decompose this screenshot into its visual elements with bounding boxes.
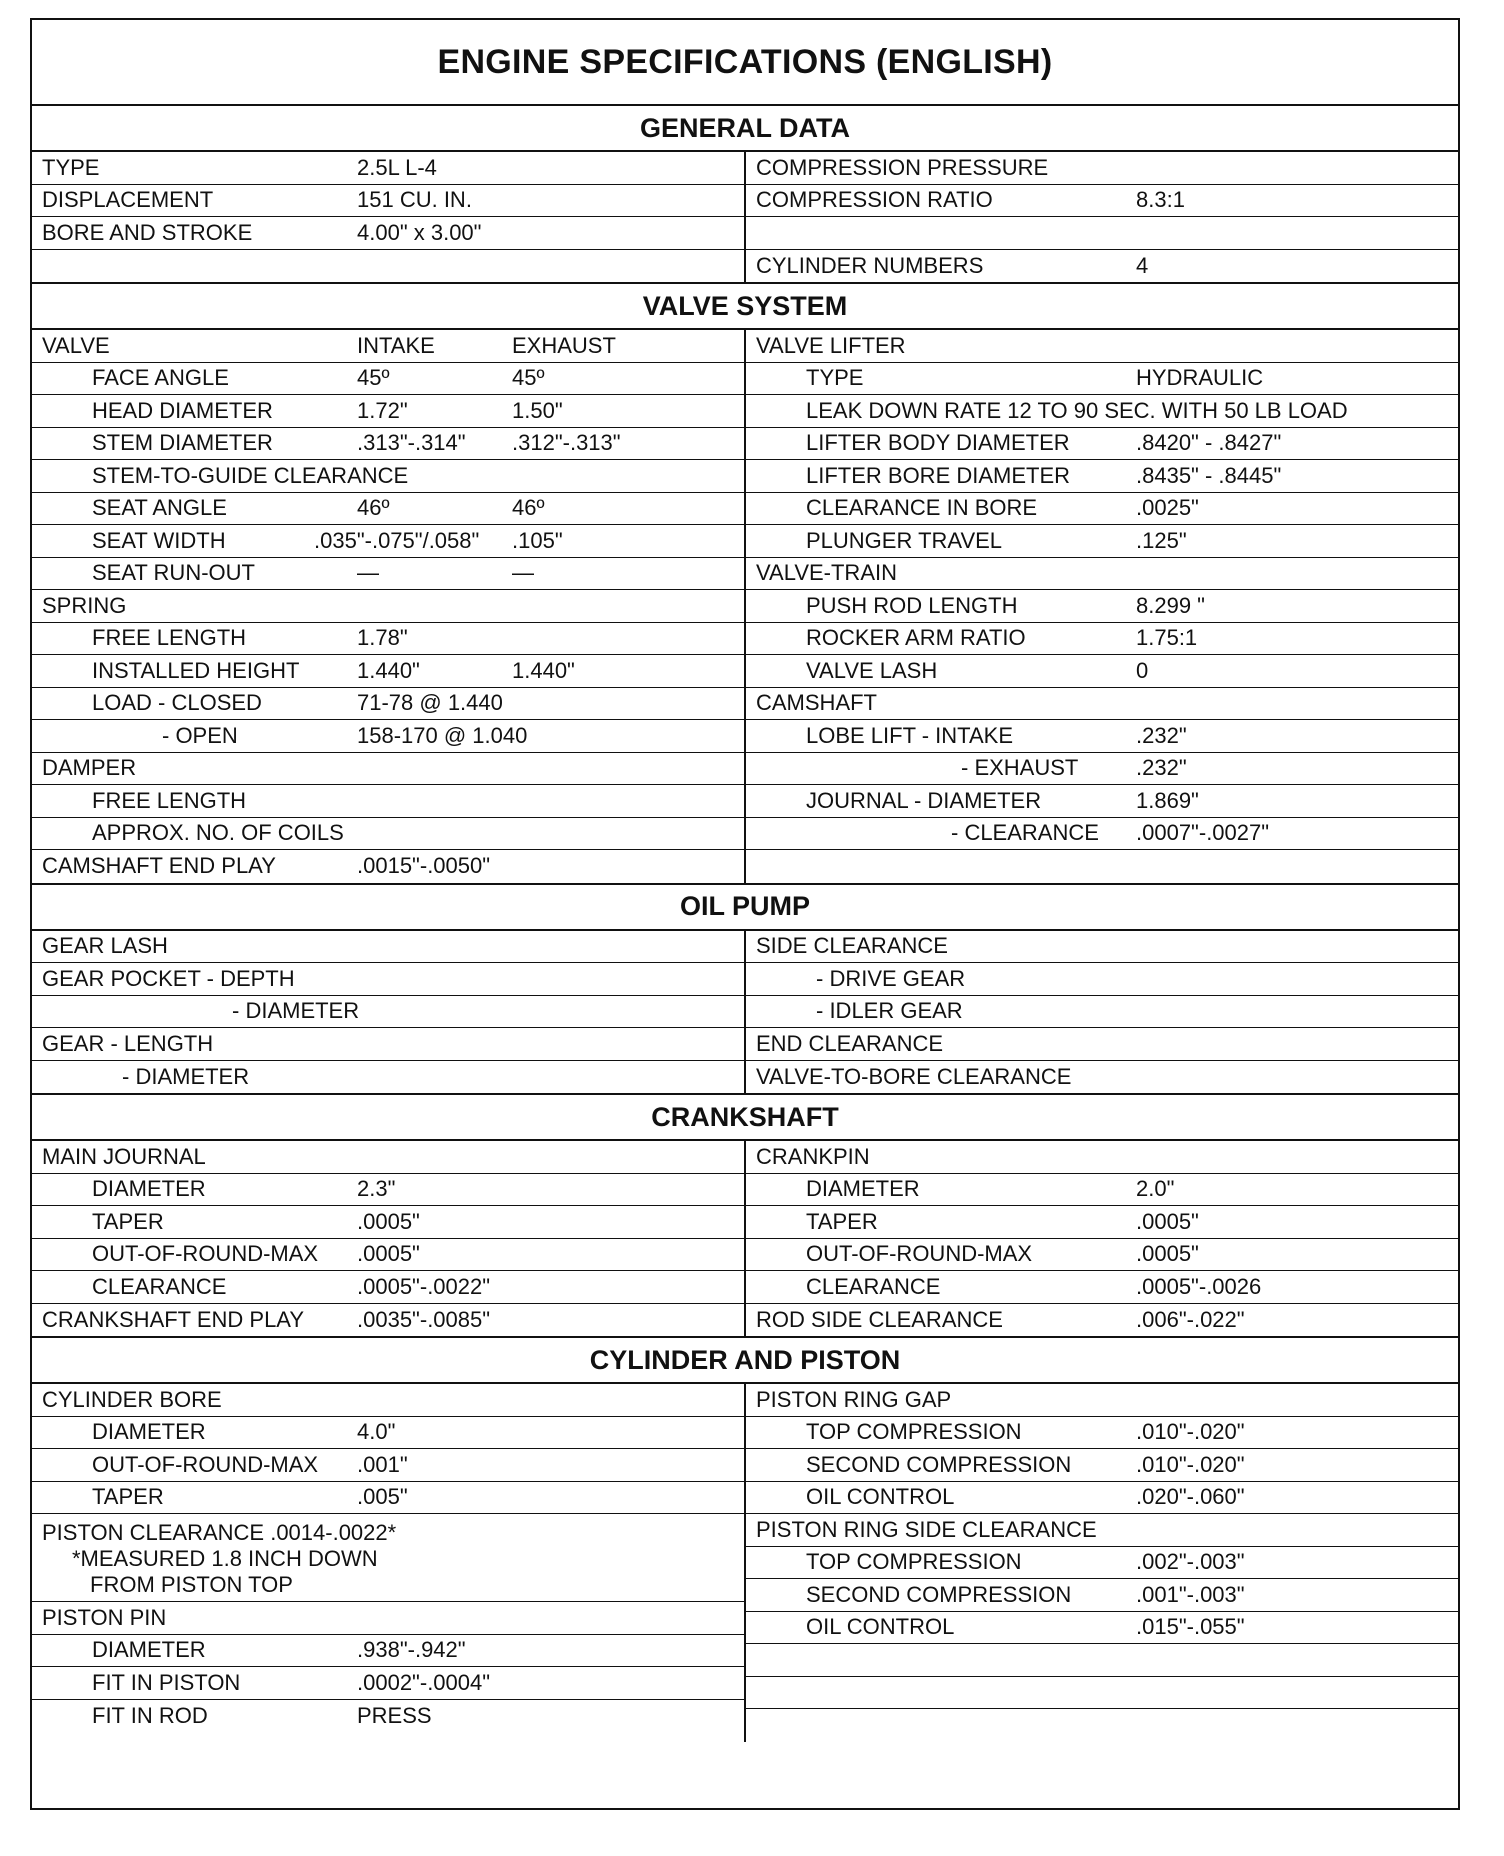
spec-row: [746, 152, 1460, 185]
spec-label: LEAK DOWN RATE 12 TO 90 SEC. WITH 50 LB LOAD: [806, 397, 1348, 423]
spec-row: [32, 1482, 744, 1515]
spec-label: PISTON RING SIDE CLEARANCE: [756, 1516, 1097, 1542]
spec-row: [32, 493, 744, 526]
spec-label: - DIAMETER: [232, 998, 360, 1024]
spec-row: [32, 152, 744, 185]
spec-row: [32, 330, 744, 363]
cyl-right-column: [746, 1384, 1460, 1742]
spec-label: INSTALLED HEIGHT: [92, 657, 300, 683]
spec-row: [32, 1700, 744, 1733]
spec-row: [32, 931, 744, 964]
spec-value: 2.5L L-4: [357, 154, 437, 180]
spec-row: [746, 623, 1460, 656]
spec-label: APPROX. NO. OF COILS: [92, 820, 344, 846]
spec-row: [746, 753, 1460, 786]
spec-label: STEM DIAMETER: [92, 430, 273, 456]
spec-label: TYPE: [806, 365, 864, 391]
section-heading-valve: VALVE SYSTEM: [32, 282, 1458, 330]
spec-row: [32, 688, 744, 721]
spec-row: [32, 1174, 744, 1207]
spec-row: [32, 850, 744, 883]
spec-value-exhaust: .105": [512, 527, 563, 553]
spec-label: SIDE CLEARANCE: [756, 933, 948, 959]
spec-label: END CLEARANCE: [756, 1030, 944, 1056]
spec-label: DIAMETER: [92, 1637, 206, 1663]
spec-row: [32, 250, 744, 283]
spec-label: SEAT RUN-OUT: [92, 560, 255, 586]
spec-label: TYPE: [42, 154, 100, 180]
spec-row: [746, 428, 1460, 461]
page-title: ENGINE SPECIFICATIONS (ENGLISH): [32, 20, 1458, 106]
spec-row: [32, 818, 744, 851]
spec-row: [32, 1141, 744, 1174]
spec-value: INTAKE: [357, 332, 435, 358]
spec-label: CLEARANCE: [92, 1273, 227, 1299]
spec-row: [32, 428, 744, 461]
spec-row: [32, 963, 744, 996]
spec-value: .0005"-.0022": [357, 1273, 491, 1299]
spec-label: SEAT ANGLE: [92, 495, 227, 521]
spec-value: .125": [1136, 527, 1187, 553]
spec-row: [746, 1206, 1460, 1239]
spec-label: TAPER: [92, 1484, 164, 1510]
spec-row: [32, 1449, 744, 1482]
spec-row: [746, 1271, 1460, 1304]
spec-value: 71-78 @ 1.440: [357, 690, 503, 716]
piston-clearance-line2: *MEASURED 1.8 INCH DOWN: [72, 1546, 378, 1571]
spec-row: [32, 1602, 744, 1635]
spec-label: TAPER: [806, 1208, 878, 1234]
spec-row: [32, 1635, 744, 1668]
valve-right-column: [746, 330, 1460, 883]
spec-value: 46º: [357, 495, 390, 521]
spec-label: ROD SIDE CLEARANCE: [756, 1306, 1003, 1332]
spec-label: CRANKPIN: [756, 1143, 870, 1169]
spec-row: [32, 525, 744, 558]
spec-label: - OPEN: [162, 722, 238, 748]
oil-right-column: [746, 931, 1460, 1094]
spec-label: SECOND COMPRESSION: [806, 1581, 1072, 1607]
spec-row: [32, 1667, 744, 1700]
spec-row: [746, 1417, 1460, 1450]
spec-label: PISTON PIN: [42, 1604, 167, 1630]
spec-row: [32, 753, 744, 786]
spec-label: VALVE LIFTER: [756, 332, 906, 358]
piston-clearance-line3: FROM PISTON TOP: [90, 1572, 293, 1597]
spec-value: .313"-.314": [357, 430, 466, 456]
spec-value: .232": [1136, 722, 1187, 748]
spec-value: HYDRAULIC: [1136, 365, 1264, 391]
spec-row: [746, 590, 1460, 623]
spec-label: VALVE-TO-BORE CLEARANCE: [756, 1063, 1072, 1089]
section-oil: [32, 931, 1458, 1094]
spec-value: .0025": [1136, 495, 1199, 521]
spec-label: COMPRESSION PRESSURE: [756, 154, 1049, 180]
spec-label: CYLINDER BORE: [42, 1386, 222, 1412]
spec-value: .006"-.022": [1136, 1306, 1245, 1332]
spec-value: 158-170 @ 1.040: [357, 722, 528, 748]
spec-row: [746, 1482, 1460, 1515]
section-heading-cyl: CYLINDER AND PISTON: [32, 1336, 1458, 1384]
spec-row: [32, 785, 744, 818]
spec-value: .002"-.003": [1136, 1549, 1245, 1575]
cyl-left-column: [32, 1384, 746, 1742]
spec-row: [746, 1644, 1460, 1677]
spec-label: CLEARANCE: [806, 1273, 941, 1299]
oil-left-column: [32, 931, 746, 1094]
spec-value: .0015"-.0050": [357, 853, 491, 879]
spec-label: CRANKSHAFT END PLAY: [42, 1306, 305, 1332]
spec-value: .0007"-.0027": [1136, 820, 1270, 846]
spec-value: .010"-.020": [1136, 1451, 1245, 1477]
spec-value: 4.00" x 3.00": [357, 219, 482, 245]
spec-label: DIAMETER: [806, 1176, 920, 1202]
spec-row: [746, 525, 1460, 558]
spec-row: [32, 460, 744, 493]
spec-label: PLUNGER TRAVEL: [806, 527, 1003, 553]
spec-label: COMPRESSION RATIO: [756, 187, 993, 213]
spec-row: [746, 493, 1460, 526]
spec-row: [746, 1612, 1460, 1645]
spec-label: CAMSHAFT: [756, 690, 877, 716]
spec-value: 4: [1136, 252, 1149, 278]
spec-row: [746, 460, 1460, 493]
spec-value: .8435" - .8445": [1136, 462, 1282, 488]
general-left-column: [32, 152, 746, 282]
spec-label: MAIN JOURNAL: [42, 1143, 206, 1169]
spec-row: [746, 785, 1460, 818]
spec-row: [746, 1709, 1460, 1742]
spec-value: .0002"-.0004": [357, 1669, 491, 1695]
spec-value: 2.0": [1136, 1176, 1175, 1202]
spec-row: [746, 1061, 1460, 1094]
spec-row: [746, 688, 1460, 721]
spec-label: OUT-OF-ROUND-MAX: [92, 1241, 319, 1267]
spec-label: DAMPER: [42, 755, 137, 781]
crank-right-column: [746, 1141, 1460, 1336]
spec-value: .035"-.075"/.058": [314, 527, 480, 553]
spec-value: 2.3": [357, 1176, 396, 1202]
spec-label: OIL CONTROL: [806, 1614, 955, 1640]
spec-value: .8420" - .8427": [1136, 430, 1282, 456]
spec-label: PUSH ROD LENGTH: [806, 592, 1018, 618]
spec-row: [746, 363, 1460, 396]
spec-label: GEAR POCKET - DEPTH: [42, 965, 295, 991]
general-right-column: [746, 152, 1460, 282]
spec-value: .0005"-.0026: [1136, 1273, 1262, 1299]
spec-value: —: [357, 560, 379, 586]
spec-row: [32, 1271, 744, 1304]
spec-label: TOP COMPRESSION: [806, 1549, 1022, 1575]
spec-value: .0005": [1136, 1241, 1199, 1267]
spec-value: .0005": [357, 1241, 420, 1267]
spec-value: 45º: [357, 365, 390, 391]
crank-left-column: [32, 1141, 746, 1336]
spec-value: .0005": [1136, 1208, 1199, 1234]
spec-label: CAMSHAFT END PLAY: [42, 853, 276, 879]
spec-row: [746, 1514, 1460, 1547]
spec-label: DISPLACEMENT: [42, 187, 214, 213]
spec-row: [746, 1677, 1460, 1710]
spec-value: 1.869": [1136, 787, 1199, 813]
spec-label: GEAR - LENGTH: [42, 1030, 214, 1056]
spec-row: [746, 1141, 1460, 1174]
spec-label: - CLEARANCE: [951, 820, 1099, 846]
spec-label: LOAD - CLOSED: [92, 690, 262, 716]
spec-row: [746, 818, 1460, 851]
spec-row: [746, 1547, 1460, 1580]
spec-row: [746, 655, 1460, 688]
spec-row: [32, 1028, 744, 1061]
spec-sheet: [30, 18, 1460, 1810]
spec-value: .001"-.003": [1136, 1581, 1245, 1607]
section-general: [32, 152, 1458, 282]
spec-label: PISTON RING GAP: [756, 1386, 952, 1412]
spec-value: 4.0": [357, 1419, 396, 1445]
spec-row: [32, 217, 744, 250]
spec-row: [746, 217, 1460, 250]
spec-label: FIT IN PISTON: [92, 1669, 241, 1695]
spec-row: [746, 850, 1460, 883]
spec-row: [32, 1239, 744, 1272]
spec-value: .0035"-.0085": [357, 1306, 491, 1332]
spec-row: [746, 931, 1460, 964]
spec-row: [746, 395, 1460, 428]
spec-label: FACE ANGLE: [92, 365, 229, 391]
spec-value: .020"-.060": [1136, 1484, 1245, 1510]
spec-label: CYLINDER NUMBERS: [756, 252, 984, 278]
spec-row: [746, 963, 1460, 996]
spec-row: [746, 1239, 1460, 1272]
spec-label: SEAT WIDTH: [92, 527, 226, 553]
spec-value: .005": [357, 1484, 408, 1510]
spec-row: [746, 1449, 1460, 1482]
spec-row: [32, 395, 744, 428]
spec-label: - DRIVE GEAR: [816, 965, 966, 991]
spec-row: [32, 1061, 744, 1094]
spec-label: VALVE LASH: [806, 657, 938, 683]
spec-row: [746, 558, 1460, 591]
spec-label: CLEARANCE IN BORE: [806, 495, 1038, 521]
spec-label: TAPER: [92, 1208, 164, 1234]
spec-label: LOBE LIFT - INTAKE: [806, 722, 1014, 748]
spec-label: DIAMETER: [92, 1419, 206, 1445]
section-cyl: [32, 1384, 1458, 1742]
spec-row: [32, 1206, 744, 1239]
spec-row: [746, 1579, 1460, 1612]
section-valve: [32, 330, 1458, 883]
spec-row: [746, 1304, 1460, 1337]
spec-row: [746, 996, 1460, 1029]
spec-row: [32, 655, 744, 688]
spec-label: BORE AND STROKE: [42, 219, 253, 245]
spec-row: [32, 720, 744, 753]
spec-row: [32, 1384, 744, 1417]
section-heading-general: GENERAL DATA: [32, 106, 1458, 152]
section-heading-crank: CRANKSHAFT: [32, 1093, 1458, 1141]
spec-label: JOURNAL - DIAMETER: [806, 787, 1042, 813]
spec-value-exhaust: —: [512, 560, 534, 586]
spec-row: [746, 185, 1460, 218]
piston-clearance-note: [32, 1514, 744, 1602]
spec-label: OIL CONTROL: [806, 1484, 955, 1510]
spec-value: .232": [1136, 755, 1187, 781]
spec-label: HEAD DIAMETER: [92, 397, 273, 423]
spec-row: [746, 720, 1460, 753]
spec-value: 8.299 ": [1136, 592, 1205, 618]
spec-label: FIT IN ROD: [92, 1702, 208, 1728]
spec-value-exhaust: 1.440": [512, 657, 575, 683]
spec-value: .015"-.055": [1136, 1614, 1245, 1640]
spec-row: [32, 623, 744, 656]
spec-row: [32, 1304, 744, 1337]
spec-label: SPRING: [42, 592, 127, 618]
spec-label: OUT-OF-ROUND-MAX: [92, 1451, 319, 1477]
spec-value: 1.75:1: [1136, 625, 1198, 651]
spec-value-exhaust: 1.50": [512, 397, 563, 423]
spec-label: FREE LENGTH: [92, 787, 247, 813]
spec-label: - DIAMETER: [122, 1063, 250, 1089]
spec-value: 0: [1136, 657, 1149, 683]
spec-row: [746, 1028, 1460, 1061]
spec-row: [32, 590, 744, 623]
spec-value: .0005": [357, 1208, 420, 1234]
spec-label: - EXHAUST: [961, 755, 1079, 781]
spec-label: STEM-TO-GUIDE CLEARANCE: [92, 462, 409, 488]
spec-label: GEAR LASH: [42, 933, 168, 959]
spec-label: LIFTER BORE DIAMETER: [806, 462, 1071, 488]
spec-row: [32, 996, 744, 1029]
spec-value-exhaust: 45º: [512, 365, 545, 391]
spec-value-exhaust: .312"-.313": [512, 430, 621, 456]
spec-label: TOP COMPRESSION: [806, 1419, 1022, 1445]
spec-row: [746, 330, 1460, 363]
spec-label: VALVE-TRAIN: [756, 560, 897, 586]
spec-row: [746, 250, 1460, 283]
spec-value: .001": [357, 1451, 408, 1477]
piston-clearance-line1: PISTON CLEARANCE .0014-.0022*: [42, 1520, 397, 1545]
spec-label: FREE LENGTH: [92, 625, 247, 651]
spec-value: .010"-.020": [1136, 1419, 1245, 1445]
spec-value: PRESS: [357, 1702, 432, 1728]
spec-label: - IDLER GEAR: [816, 998, 963, 1024]
spec-label: DIAMETER: [92, 1176, 206, 1202]
spec-row: [746, 1174, 1460, 1207]
spec-row: [32, 1417, 744, 1450]
spec-row: [32, 363, 744, 396]
spec-value: 1.78": [357, 625, 408, 651]
spec-value: 1.440": [357, 657, 420, 683]
section-heading-oil: OIL PUMP: [32, 883, 1458, 931]
spec-label: VALVE: [42, 332, 110, 358]
spec-value-exhaust: EXHAUST: [512, 332, 616, 358]
spec-label: OUT-OF-ROUND-MAX: [806, 1241, 1033, 1267]
spec-label: LIFTER BODY DIAMETER: [806, 430, 1070, 456]
spec-row: [32, 185, 744, 218]
spec-value: 1.72": [357, 397, 408, 423]
spec-row: [746, 1384, 1460, 1417]
spec-value-exhaust: 46º: [512, 495, 545, 521]
spec-label: SECOND COMPRESSION: [806, 1451, 1072, 1477]
section-crank: [32, 1141, 1458, 1336]
spec-value: .938"-.942": [357, 1637, 466, 1663]
valve-left-column: [32, 330, 746, 883]
spec-row: [32, 558, 744, 591]
spec-label: ROCKER ARM RATIO: [806, 625, 1026, 651]
spec-value: 8.3:1: [1136, 187, 1185, 213]
spec-value: 151 CU. IN.: [357, 187, 472, 213]
